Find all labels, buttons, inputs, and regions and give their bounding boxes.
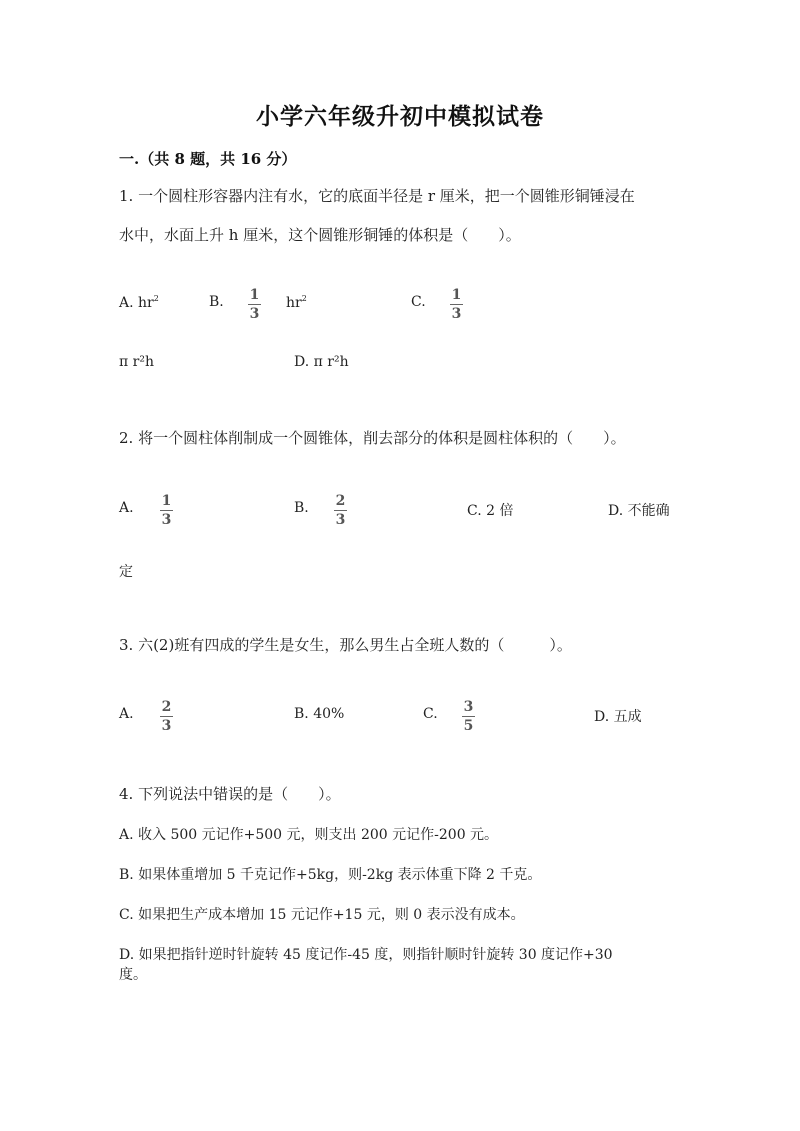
fraction-denominator: 5 — [463, 718, 474, 734]
q1-option-c-fraction — [450, 287, 463, 322]
section-heading: 一.（共 8 题，共 16 分） — [119, 150, 297, 168]
q1-option-b-tail-text: hr — [286, 295, 302, 311]
fraction-numerator: 1 — [249, 287, 260, 303]
question-2-line-1: 2. 将一个圆柱体削制成一个圆锥体，削去部分的体积是圆柱体积的（ ）。 — [119, 429, 626, 447]
q2-option-d[interactable]: D. 不能确 — [608, 503, 670, 519]
question-1-line-1: 1. 一个圆柱形容器内注有水，它的底面半径是 r 厘米，把一个圆锥形铜锤浸在 — [119, 187, 635, 205]
question-3-line-1: 3. 六(2)班有四成的学生是女生，那么男生占全班人数的（ ）。 — [119, 636, 572, 654]
fraction-bar — [450, 304, 463, 305]
q4-option-c[interactable]: C. 如果把生产成本增加 15 元记作+15 元，则 0 表示没有成本。 — [119, 907, 525, 923]
q1-option-b-label[interactable]: B. — [209, 294, 224, 310]
q3-option-d[interactable]: D. 五成 — [594, 709, 642, 725]
fraction-denominator: 3 — [451, 306, 462, 322]
q4-option-d-line-1[interactable]: D. 如果把指针逆时针旋转 45 度记作-45 度，则指针顺时针旋转 30 度记作+30 — [119, 947, 613, 963]
fraction-bar — [160, 716, 173, 717]
q1-option-b-tail — [286, 294, 307, 311]
q1-option-c-label[interactable]: C. — [411, 294, 426, 310]
fraction-bar — [334, 510, 347, 511]
question-4-line-1: 4. 下列说法中错误的是（ ）。 — [119, 785, 341, 803]
fraction-numerator: 1 — [451, 287, 462, 303]
question-1-line-2: 水中，水面上升 h 厘米，这个圆锥形铜锤的体积是（ ）。 — [119, 226, 521, 244]
q1-option-c-tail: π r²h — [119, 354, 154, 370]
fraction-bar — [248, 304, 261, 305]
fraction-denominator: 3 — [161, 718, 172, 734]
fraction-denominator: 3 — [249, 306, 260, 322]
q2-option-b-fraction — [334, 493, 347, 528]
q2-option-d-wrap: 定 — [119, 564, 133, 580]
fraction-bar — [160, 510, 173, 511]
fraction-bar — [462, 716, 475, 717]
q4-option-b[interactable]: B. 如果体重增加 5 千克记作+5kg，则-2kg 表示体重下降 2 千克。 — [119, 867, 542, 883]
fraction-denominator: 3 — [161, 512, 172, 528]
fraction-numerator: 2 — [161, 699, 172, 715]
q3-option-a-fraction — [160, 699, 173, 734]
q2-option-a-label[interactable]: A. — [119, 500, 134, 516]
q4-option-a[interactable]: A. 收入 500 元记作+500 元，则支出 200 元记作-200 元。 — [119, 827, 499, 843]
fraction-denominator: 3 — [335, 512, 346, 528]
fraction-numerator: 1 — [161, 493, 172, 509]
q3-option-b[interactable]: B. 40% — [294, 706, 345, 722]
q3-option-a-label[interactable]: A. — [119, 706, 134, 722]
q2-option-a-fraction — [160, 493, 173, 528]
q1-option-a-text: A. hr — [119, 295, 154, 311]
q1-option-b-exponent: 2 — [301, 294, 307, 303]
q4-option-d-line-2: 度。 — [119, 967, 147, 983]
q2-option-c[interactable]: C. 2 倍 — [467, 503, 514, 519]
fraction-numerator: 3 — [463, 699, 474, 715]
q1-option-d[interactable]: D. π r²h — [294, 354, 349, 370]
fraction-numerator: 2 — [335, 493, 346, 509]
q1-option-a[interactable] — [119, 294, 159, 311]
q1-option-a-exponent: 2 — [153, 294, 159, 303]
q3-option-c-label[interactable]: C. — [423, 706, 438, 722]
q2-option-b-label[interactable]: B. — [294, 500, 309, 516]
q3-option-c-fraction — [462, 699, 475, 734]
q1-option-b-fraction — [248, 287, 261, 322]
page-title: 小学六年级升初中模拟试卷 — [256, 103, 544, 130]
